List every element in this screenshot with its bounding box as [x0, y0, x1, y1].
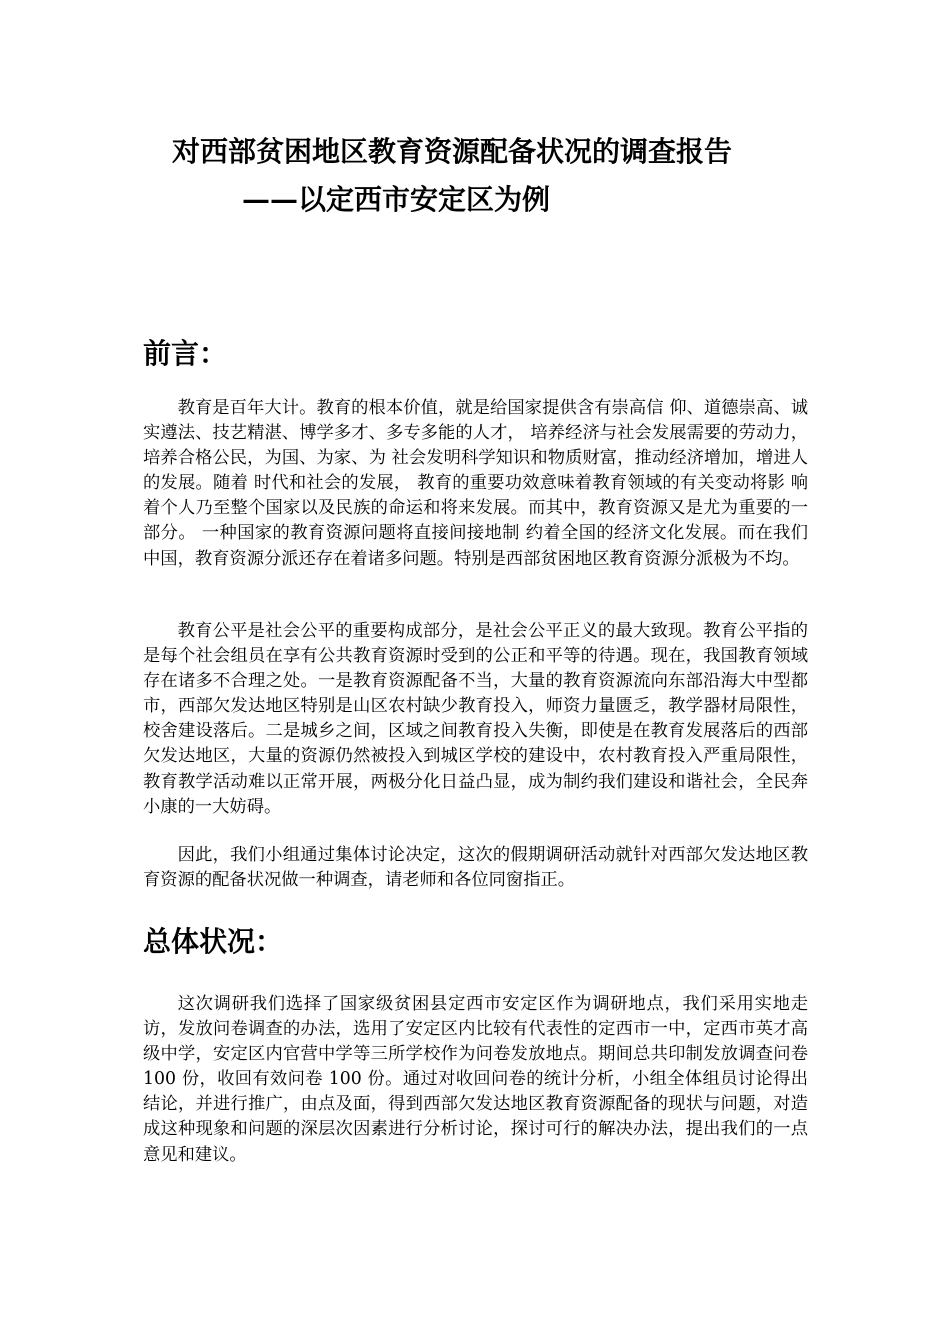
preface-paragraph-2: 教育公平是社会公平的重要构成部分，是社会公平正义的最大致现。教育公平指的是每个社会组员在享有公共教育资源时受到的公正和平等的待遇。现在，我国教育领域存在诸多不合理之处。一是教育资源配备不当，大量的教育资源流向东部沿海大中型都市，西部欠发达地区特别是山区农村缺少教育投入，师资力量匮乏，教学器材局限性，校舍建设落后。二是城乡之间，区域之间教育投入失衡，即使是在教育发展落后的西部欠发达地区，大量的资源仍然被投入到城区学校的建设中，农村教育投入严重局限性，教育教学活动难以正常开展，两极分化日益凸显，成为制约我们建设和谐社会，全民奔小康的一大妨碍。	[143, 621, 808, 817]
overall-paragraph-1: 这次调研我们选择了国家级贫困县定西市安定区作为调研地点，我们采用实地走访，发放问卷调查的办法，选用了安定区内比较有代表性的定西市一中，定西市英才高级中学，安定区内官营中学等三所学校作为问卷发放地点。期间总共印制发放调查问卷 100 份，收回有效问卷 100 份。通过对收回问卷的统计分析，小组全体组员讨论得出结论，并进行推广，由点及面，得到西部欠发达地区教育资源配备的现状与问题，对造成这种现象和问题的深层次因素进行分析讨论，探讨可行的解决办法，提出我们的一点意见和建议。	[143, 994, 808, 1165]
section-heading-overall: 总体状况：	[143, 925, 284, 958]
document-subtitle: ——以定西市安定区为例	[242, 183, 551, 216]
document-title: 对西部贫困地区教育资源配备状况的调查报告	[172, 135, 733, 168]
preface-paragraph-3: 因此，我们小组通过集体讨论决定，这次的假期调研活动就针对西部欠发达地区教育资源的配备状况做一种调查，请老师和各位同窗指正。	[143, 845, 808, 891]
preface-paragraph-1: 教育是百年大计。教育的根本价值，就是给国家提供含有崇高信 仰、道德崇高、诚实遵法、技艺精湛、博学多才、多专多能的人才， 培养经济与社会发展需要的劳动力，培养合格公民，为国、为家、为 社会发明科学知识和物质财富，推动经济增加，增进人的发展。随着 时代和社会的发展， 教育的重要功效意味着教育领域的有关变动将影 响着个人乃至整个国家以及民族的命运和将来发展。而其中，教育资源又是尤为重要的一部分。 一种国家的教育资源问题将直接间接地制 约着全国的经济文化发展。而在我们中国，教育资源分派还存在着诸多问题。特别是西部贫困地区教育资源分派极为不均。	[143, 398, 808, 569]
section-heading-preface: 前言：	[143, 337, 228, 370]
